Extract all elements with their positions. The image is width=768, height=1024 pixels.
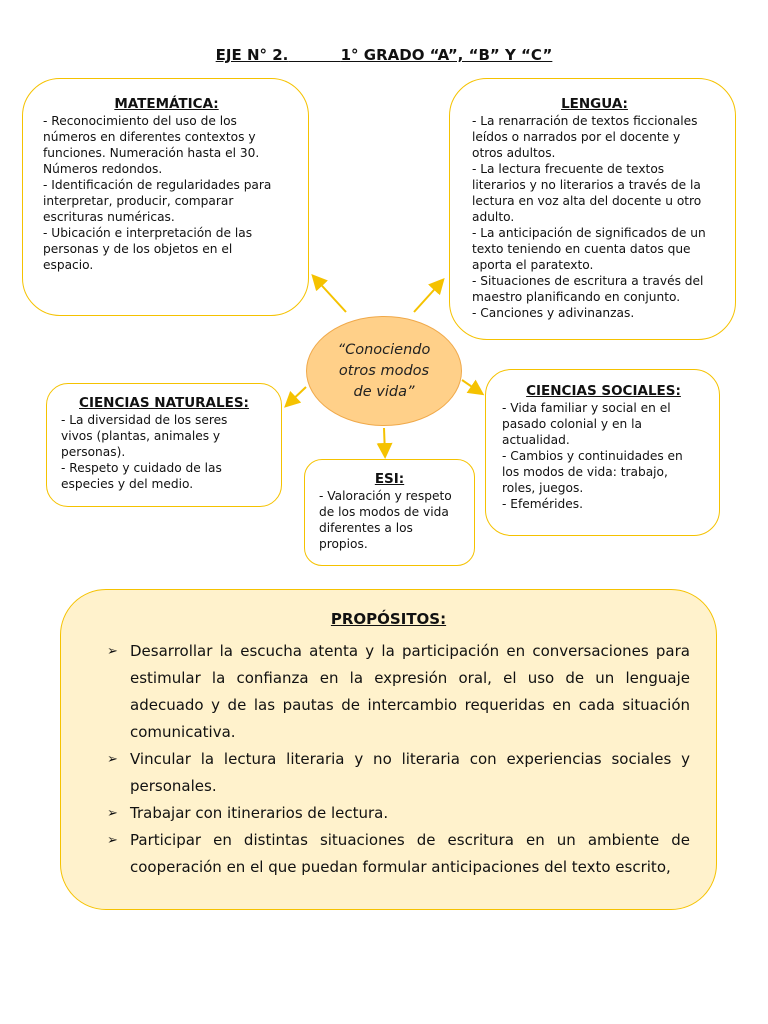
lengua-box xyxy=(449,78,736,340)
ciencias-naturales-line: - Respeto y cuidado de las xyxy=(61,461,222,475)
ciencias-sociales-line: roles, juegos. xyxy=(502,481,584,495)
proposito-text: Participar en distintas situaciones de escritura en un ambiente de cooperación en el que puedan formular anticipaciones del texto escrito, xyxy=(130,831,690,876)
arrow-bullet-icon: ➢ xyxy=(107,644,118,659)
list-item xyxy=(107,800,690,827)
esi-box xyxy=(304,459,475,566)
matematica-line: Números redondos. xyxy=(43,162,163,176)
ciencias-naturales-line: personas). xyxy=(61,445,126,459)
propositos-box xyxy=(60,589,717,910)
lengua-title: LENGUA: xyxy=(561,96,628,112)
lengua-line: adulto. xyxy=(472,210,515,224)
lengua-line: - Situaciones de escritura a través del xyxy=(472,274,704,288)
esi-line: de los modos de vida xyxy=(319,505,449,519)
arrow-bullet-icon: ➢ xyxy=(107,833,118,848)
central-theme-ellipse xyxy=(306,316,462,426)
matematica-line: espacio. xyxy=(43,258,94,272)
ciencias-sociales-line: pasado colonial y en la xyxy=(502,417,642,431)
lengua-line: - La anticipación de significados de un xyxy=(472,226,706,240)
ciencias-sociales-line: - Efemérides. xyxy=(502,497,583,511)
ciencias-naturales-line: vivos (plantas, animales y xyxy=(61,429,221,443)
arrow-to-ciencias-naturales xyxy=(287,387,306,405)
arrow-to-esi xyxy=(384,428,385,455)
list-item xyxy=(107,746,690,800)
ciencias-sociales-box xyxy=(485,369,720,536)
arrow-to-lengua xyxy=(414,281,442,312)
matematica-line: escrituras numéricas. xyxy=(43,210,175,224)
arrow-bullet-icon: ➢ xyxy=(107,806,118,821)
esi-line: diferentes a los xyxy=(319,521,413,535)
ciencias-naturales-line: - La diversidad de los seres xyxy=(61,413,228,427)
ciencias-sociales-line: actualidad. xyxy=(502,433,570,447)
central-theme-line: otros modos xyxy=(338,362,430,379)
lengua-line: - La lectura frecuente de textos xyxy=(472,162,665,176)
arrow-to-matematica xyxy=(314,277,346,312)
matematica-line: funciones. Numeración hasta el 30. xyxy=(43,146,260,160)
ciencias-sociales-line: - Cambios y continuidades en xyxy=(502,449,683,463)
arrow-to-ciencias-sociales xyxy=(462,380,481,393)
lengua-line: texto teniendo en cuenta datos que xyxy=(472,242,691,256)
esi-title: ESI: xyxy=(374,471,405,487)
ciencias-sociales-line: - Vida familiar y social en el xyxy=(502,401,671,415)
esi-line: - Valoración y respeto xyxy=(319,489,452,503)
proposito-text: Vincular la lectura literaria y no literaria con experiencias sociales y personales. xyxy=(130,750,690,795)
matematica-title: MATEMÁTICA: xyxy=(114,96,219,112)
lengua-line: lectura en voz alta del docente u otro xyxy=(472,194,702,208)
lengua-line: maestro planificando en conjunto. xyxy=(472,290,681,304)
lengua-line: literarios y no literarios a través de la xyxy=(472,178,701,192)
esi-line: propios. xyxy=(319,537,368,551)
lengua-line: aporta el paratexto. xyxy=(472,258,594,272)
propositos-list xyxy=(107,638,690,881)
proposito-text: Desarrollar la escucha atenta y la participación en conversaciones para estimular la confianza en la expresión oral, el uso de un lenguaje adecuado y de las pautas de intercambio requeridas en cada situación comunicativa. xyxy=(130,642,690,741)
matematica-line: interpretar, producir, comparar xyxy=(43,194,234,208)
matematica-line: - Identificación de regularidades para xyxy=(43,178,272,192)
proposito-text: Trabajar con itinerarios de lectura. xyxy=(130,804,389,822)
matematica-line: números en diferentes contextos y xyxy=(43,130,256,144)
ciencias-naturales-box xyxy=(46,383,282,507)
matematica-line: - Ubicación e interpretación de las xyxy=(43,226,253,240)
list-item xyxy=(107,638,690,746)
list-item xyxy=(107,827,690,881)
lengua-line: leídos o narrados por el docente y xyxy=(472,130,681,144)
arrow-bullet-icon: ➢ xyxy=(107,752,118,767)
lengua-line: - Canciones y adivinanzas. xyxy=(472,306,635,320)
ciencias-sociales-title: CIENCIAS SOCIALES: xyxy=(526,383,681,399)
matematica-line: - Reconocimiento del uso de los xyxy=(43,114,237,128)
matematica-box xyxy=(22,78,309,316)
propositos-title: PROPÓSITOS: xyxy=(330,610,447,628)
grado-label: 1° GRADO “A”, “B” Y “C” xyxy=(340,46,553,64)
lengua-line: otros adultos. xyxy=(472,146,556,160)
eje-label: EJE N° 2. xyxy=(215,46,289,64)
ciencias-sociales-line: los modos de vida: trabajo, xyxy=(502,465,668,479)
ciencias-naturales-title: CIENCIAS NATURALES: xyxy=(79,395,249,411)
lengua-line: - La renarración de textos ficcionales xyxy=(472,114,698,128)
central-theme-line: de vida” xyxy=(353,383,415,400)
ciencias-naturales-line: especies y del medio. xyxy=(61,477,194,491)
matematica-line: personas y de los objetos en el xyxy=(43,242,233,256)
central-theme-line: “Conociendo xyxy=(337,341,431,358)
